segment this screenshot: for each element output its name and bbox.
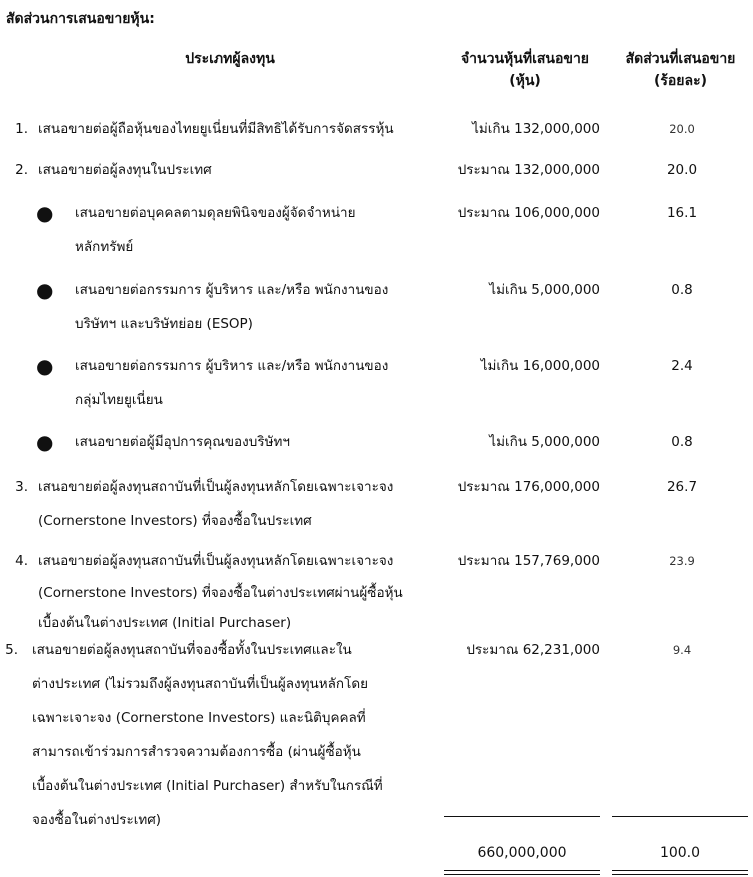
row-number: 2. [15,162,28,178]
header-investor-type: ประเภทผู้ลงทุน [185,51,275,67]
row-description [38,544,438,638]
row-description-line: กลุ่มไทยยูเนี่ยน [75,392,163,408]
bullet-icon: ● [36,430,54,454]
header-shares-line1: จำนวนหุ้นที่เสนอขาย [460,51,590,67]
header-ratio-line2: (ร้อยละ) [653,73,708,89]
row-shares: ประมาณ 157,769,000 [457,553,600,569]
row-description-line: เบื้องต้นในต่างประเทศ (Initial Purchaser) สำหรับในกรณีที่ [32,778,383,794]
subtotal-rule-shares [444,816,600,817]
row-description-line: เสนอขายต่อกรรมการ ผู้บริหาร และ/หรือ พนักงานของ [75,358,389,374]
row-description-line: (Cornerstone Investors) ที่จองซื้อในต่างประเทศผ่านผู้ซื้อหุ้น [38,585,403,601]
row-description-line: สามารถเข้าร่วมการสำรวจความต้องการซื้อ (ผ่านผู้ซื้อหุ้น [32,744,361,760]
row-shares: ประมาณ 62,231,000 [466,642,600,658]
row-number: 5. [5,642,18,658]
row-description [75,273,435,341]
row-ratio: 2.4 [671,358,693,374]
row-description-line: เฉพาะเจาะจง (Cornerstone Investors) และนิติบุคคลที่ [32,710,366,726]
total-ratio: 100.0 [659,845,701,861]
row-ratio: 9.4 [672,643,692,657]
row-description-line: เสนอขายต่อผู้ลงทุนสถาบันที่เป็นผู้ลงทุนหลักโดยเฉพาะเจาะจง [38,479,394,495]
row-shares: ไม่เกิน 5,000,000 [489,282,600,298]
row-description [38,112,438,146]
row-ratio: 20.0 [669,122,695,136]
row-shares: ประมาณ 132,000,000 [457,162,600,178]
row-description-line: ต่างประเทศ (ไม่รวมถึงผู้ลงทุนสถาบันที่เป็นผู้ลงทุนหลักโดย [32,676,369,692]
bullet-icon: ● [36,201,54,225]
row-description-line: (Cornerstone Investors) ที่จองซื้อในประเทศ [38,513,312,529]
row-number: 4. [15,553,28,569]
row-shares: ประมาณ 176,000,000 [457,479,600,495]
total-shares: 660,000,000 [477,845,567,861]
header-ratio [608,48,753,92]
row-number: 1. [15,121,28,137]
row-ratio: 26.7 [666,479,698,495]
row-description-line: เสนอขายต่อผู้ลงทุนในประเทศ [38,162,212,178]
row-shares: ประมาณ 106,000,000 [457,205,600,221]
header-shares [440,48,610,92]
row-ratio: 16.1 [666,205,698,221]
total-double-rule-shares [444,870,600,875]
row-description-line: เสนอขายต่อกรรมการ ผู้บริหาร และ/หรือ พนักงานของ [75,282,389,298]
row-description-line: จองซื้อในต่างประเทศ) [32,812,162,828]
row-description-line: เสนอขายต่อผู้ลงทุนสถาบันที่เป็นผู้ลงทุนหลักโดยเฉพาะเจาะจง [38,553,394,569]
row-ratio: 20.0 [666,162,698,178]
row-description-line: เสนอขายต่อผู้ลงทุนสถาบันที่จองซื้อทั้งในประเทศและใน [32,642,352,658]
row-number: 3. [15,479,28,495]
bullet-icon: ● [36,278,54,302]
header-shares-line2: (หุ้น) [509,73,541,89]
row-description-line: เสนอขายต่อผู้ถือหุ้นของไทยยูเนี่ยนที่มีสิทธิได้รับการจัดสรรหุ้น [38,121,394,137]
section-title: สัดส่วนการเสนอขายหุ้น: [6,11,155,27]
row-description [75,425,435,459]
total-double-rule-ratio [612,870,748,875]
row-description-line: เบื้องต้นในต่างประเทศ (Initial Purchaser) [38,615,292,631]
row-description [38,153,438,187]
bullet-icon: ● [36,354,54,378]
row-shares: ไม่เกิน 5,000,000 [489,434,600,450]
header-ratio-line1: สัดส่วนที่เสนอขาย [625,51,736,67]
row-ratio: 23.9 [669,554,695,568]
row-description-line: เสนอขายต่อบุคคลตามดุลยพินิจของผู้จัดจำหน่าย [75,205,356,221]
row-description-line: หลักทรัพย์ [75,239,134,255]
row-description [38,470,438,538]
row-shares: ไม่เกิน 132,000,000 [472,121,600,137]
row-description [32,633,427,837]
row-description-line: บริษัทฯ และบริษัทย่อย (ESOP) [75,316,253,332]
row-shares: ไม่เกิน 16,000,000 [480,358,600,374]
row-description [75,196,435,264]
row-ratio: 0.8 [671,282,693,298]
subtotal-rule-ratio [612,816,748,817]
row-description-line: เสนอขายต่อผู้มีอุปการคุณของบริษัทฯ [75,434,290,450]
row-description [75,349,435,417]
row-ratio: 0.8 [671,434,693,450]
